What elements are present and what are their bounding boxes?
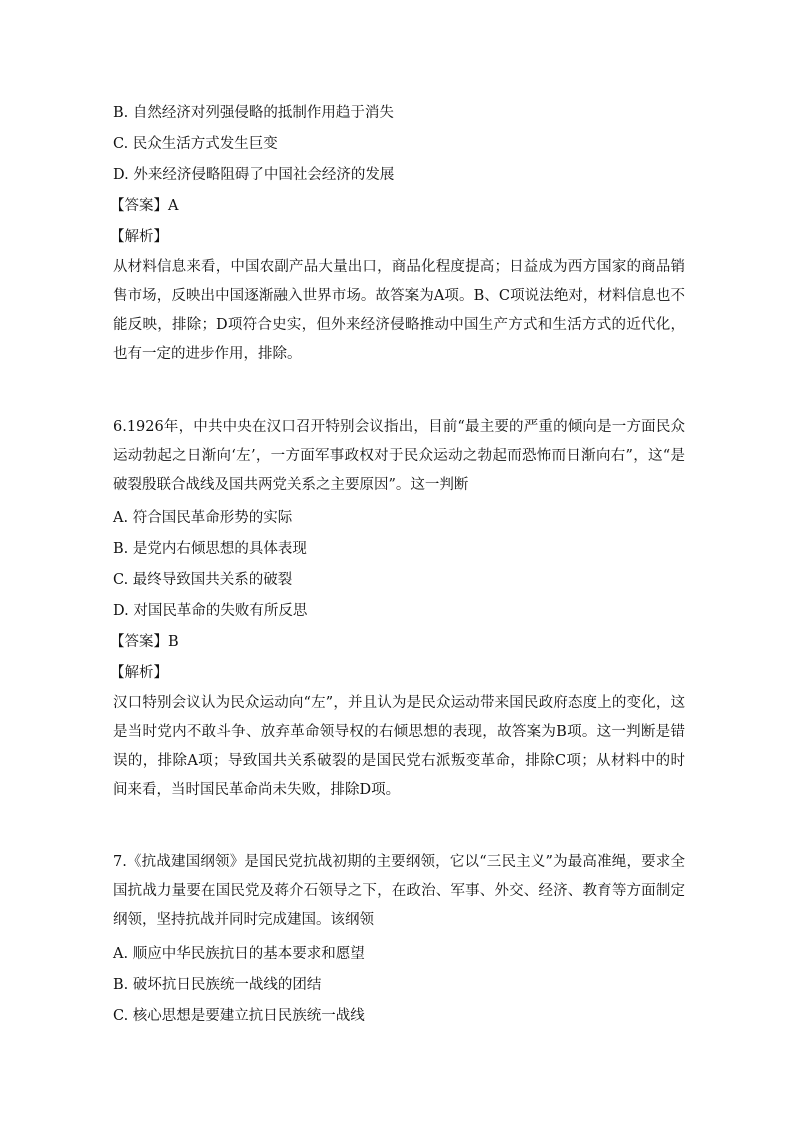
q6-option-b: B. 是党内右倾思想的具体表现 (113, 541, 307, 557)
q6-analysis: 汉口特别会议认为民众运动向“左”，并且认为是民众运动带来国民政府态度上的变化，这是当时党内不敢斗争、放弃革命领导权的右倾思想的表现，故答案为B项。这一判断是错误的，排除A项；导致国共关系破裂的是国民党右派叛变革命，排除C项；从材料中的时间来看，当时国民革命尚未失败，排除D项。 (113, 695, 685, 798)
q7-stem: 7.《抗战建国纲领》是国民党抗战初期的主要纲领，它以“三民主义”为最高准绳，要求全国抗战力量要在国民党及蒋介石领导之下，在政治、军事、外交、经济、教育等方面制定纲领，坚持抗战并同时完成建国。该纲领 (113, 854, 685, 928)
q6-analysis-label: 【解析】 (110, 665, 168, 681)
q6-stem: 6.1926年，中共中央在汉口召开特别会议指出，目前“最主要的严重的倾向是一方面民众运动勃起之日渐向‘左’，一方面军事政权对于民众运动之勃起而恐怖而日渐向右”，这“是破裂殷联合战线及国共两党关系之主要原因”。这一判断 (113, 419, 685, 493)
q6-answer: 【答案】B (110, 634, 179, 650)
q5-analysis: 从材料信息来看，中国农副产品大量出口，商品化程度提高；日益成为西方国家的商品销售市场，反映出中国逐渐融入世界市场。故答案为A项。B、C项说法绝对，材料信息也不能反映，排除；D项符合史实，但外来经济侵略推动中国生产方式和生活方式的近代化，也有一定的进步作用，排除。 (113, 259, 685, 362)
q6-option-d: D. 对国民革命的失败有所反思 (113, 603, 308, 619)
q5-option-d: D. 外来经济侵略阻碍了中国社会经济的发展 (113, 167, 395, 183)
q6-option-a: A. 符合国民革命形势的实际 (113, 510, 293, 526)
q5-option-c: C. 民众生活方式发生巨变 (113, 136, 278, 152)
q5-answer: 【答案】A (110, 198, 179, 214)
q6-option-c: C. 最终导致国共关系的破裂 (113, 572, 293, 588)
q7-option-a: A. 顺应中华民族抗日的基本要求和愿望 (113, 946, 365, 962)
q7-option-b: B. 破坏抗日民族统一战线的团结 (113, 977, 322, 993)
q5-option-b: B. 自然经济对列强侵略的抵制作用趋于消失 (113, 105, 394, 121)
q5-analysis-label: 【解析】 (110, 229, 168, 245)
q7-option-c: C. 核心思想是要建立抗日民族统一战线 (113, 1008, 365, 1024)
